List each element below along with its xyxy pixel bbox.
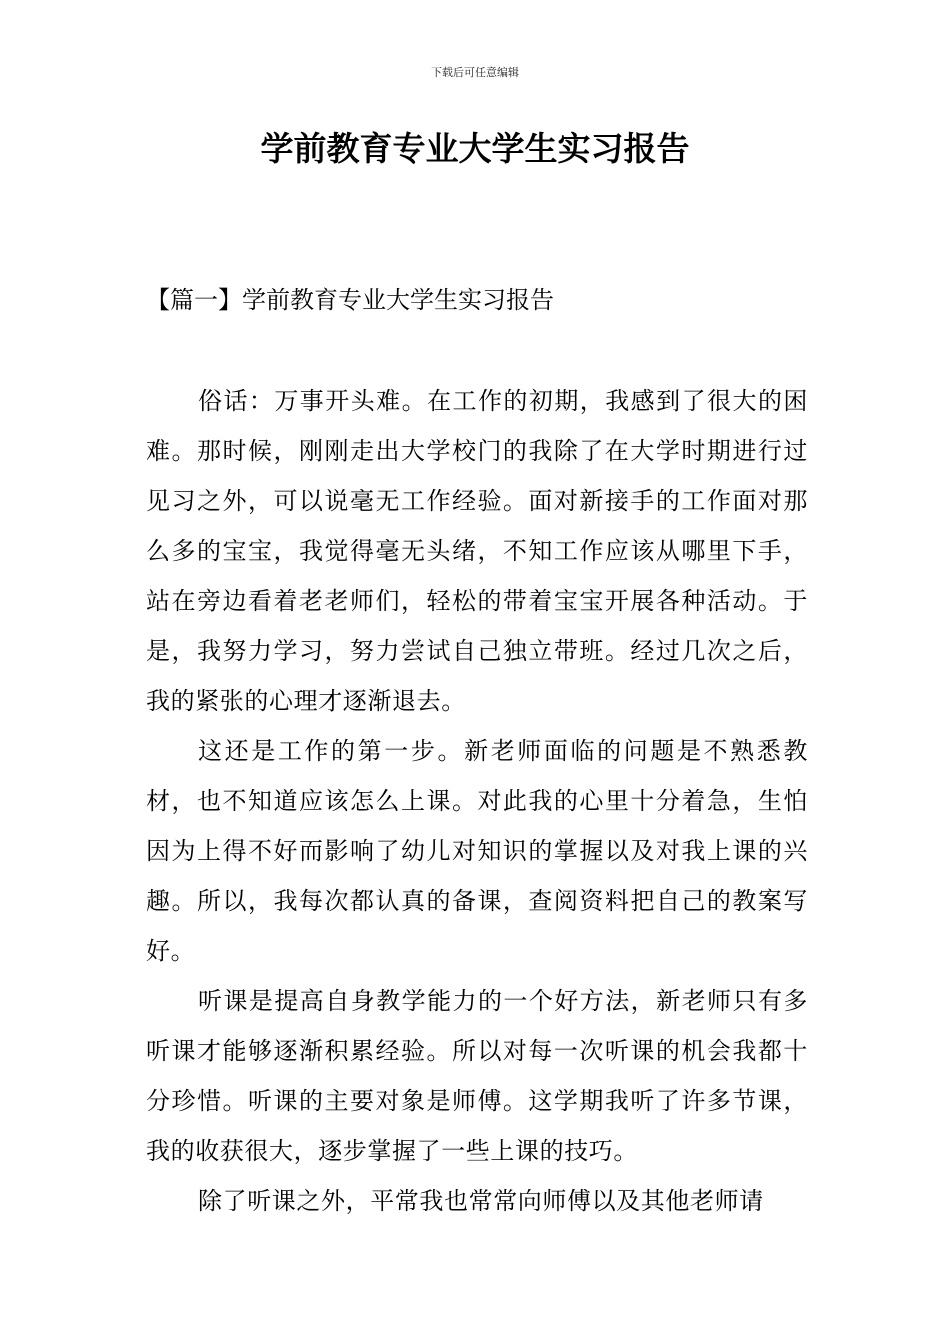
paragraph: 除了听课之外，平常我也常常向师傅以及其他老师请 [198, 1187, 764, 1215]
document-body [146, 376, 808, 1226]
document-title: 学前教育专业大学生实习报告 [260, 129, 690, 168]
paragraph: 听课是提高自身教学能力的一个好方法，新老师只有多听课才能够逐渐积累经验。所以对每一次听课的机会我都十分珍惜。听课的主要对象是师傅。这学期我听了许多节课，我的收获很大，逐步掌握了一些上课的技巧。 [146, 987, 808, 1165]
paragraph: 这还是工作的第一步。新老师面临的问题是不熟悉教材，也不知道应该怎么上课。对此我的心里十分着急，生怕因为上得不好而影响了幼儿对知识的掌握以及对我上课的兴趣。所以，我每次都认真的备课，查阅资料把自己的教案写好。 [146, 737, 808, 965]
paragraph: 俗话：万事开头难。在工作的初期，我感到了很大的困难。那时候，刚刚走出大学校门的我除了在大学时期进行过见习之外，可以说毫无工作经验。面对新接手的工作面对那么多的宝宝，我觉得毫无头绪，不知工作应该从哪里下手，站在旁边看着老老师们，轻松的带着宝宝开展各种活动。于是，我努力学习，努力尝试自己独立带班。经过几次之后，我的紧张的心理才逐渐退去。 [146, 387, 808, 715]
header-note: 下载后可任意编辑 [431, 66, 519, 79]
section-heading: 【篇一】学前教育专业大学生实习报告 [146, 286, 554, 314]
